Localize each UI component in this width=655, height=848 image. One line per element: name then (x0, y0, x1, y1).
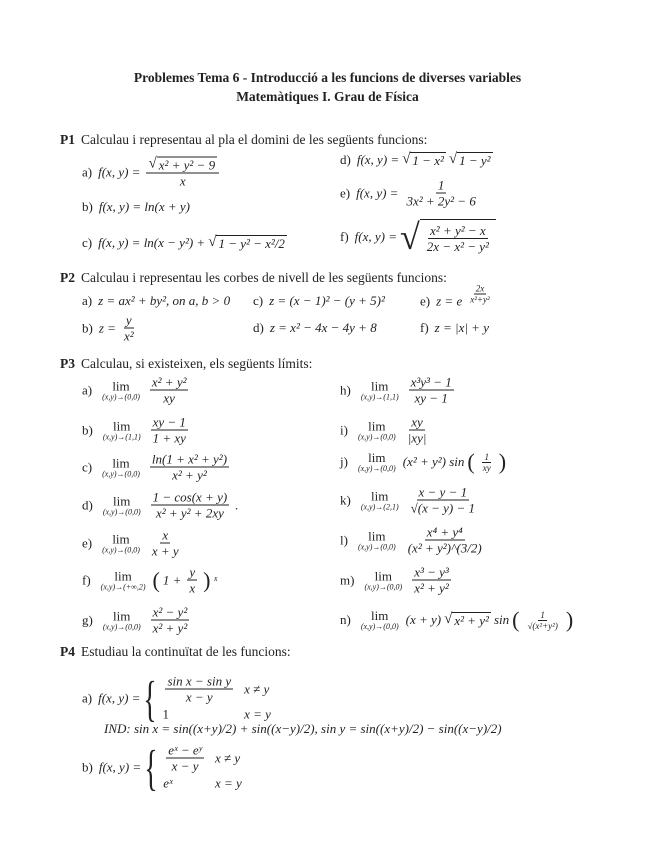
p1-item-e (340, 178, 481, 209)
fraction (151, 415, 188, 446)
case-value: 1 (162, 706, 169, 722)
problem-statement: Calculau i representau al pla el domini de les següents funcions: (81, 132, 428, 147)
math-text: z = e (436, 293, 463, 308)
limit-subscript: (x,y)→(0,0) (102, 507, 141, 516)
p3-item-d (82, 490, 238, 521)
item-label: m) (340, 572, 355, 587)
p4-hint: IND: sin x = sin((x+y)/2) + sin((x−y)/2), sin y = sin((x+y)/2) − sin((x−y)/2) (104, 721, 502, 736)
numerator: x² + y² (151, 374, 187, 390)
p3-item-i (340, 415, 431, 446)
limit-operator (102, 379, 140, 401)
expression (360, 565, 453, 596)
item-label: a) (82, 293, 93, 308)
denominator: x (189, 580, 196, 596)
radicand: 1 − y² (459, 153, 491, 168)
expression (98, 528, 184, 559)
left-brace: { (143, 670, 158, 726)
expression (99, 313, 139, 344)
denominator: xy − 1 (414, 390, 448, 406)
piecewise-definition (141, 739, 248, 795)
parenthesis: ( (152, 567, 160, 592)
expression (98, 293, 230, 309)
radical-sign: √ (402, 151, 411, 167)
item-label: f) (340, 229, 349, 244)
item-label: g) (82, 612, 93, 627)
item-label: b) (82, 759, 93, 774)
fraction (150, 452, 229, 483)
numerator: ln(1 + x² + y²) (151, 451, 228, 467)
math-text: f(x, y) = ln(x + y) (98, 199, 191, 214)
math-text: z = (x − 1)² − (y + 5)² (269, 293, 385, 308)
item-label: b) (82, 320, 93, 335)
radical-sign: √ (148, 155, 157, 172)
denominator: x² + y² + 2xy (155, 505, 224, 521)
limit-operator (103, 419, 141, 441)
denominator: x − y (185, 689, 213, 705)
p3-item-f (82, 565, 217, 596)
p3-item-b (82, 415, 191, 446)
problem-tag: P2 (60, 270, 75, 285)
lim-label: lim (368, 450, 386, 465)
expression (98, 452, 232, 483)
denominator: √(x²+y²) (527, 620, 558, 631)
p1-item-c (82, 235, 287, 251)
expression (356, 178, 481, 209)
numerator: x² + y² − x (430, 223, 486, 238)
item-label: c) (82, 459, 93, 474)
math-text: (x² + y²) sin (402, 454, 465, 469)
parenthesis: ) (203, 567, 211, 592)
denominator: x²+y² (470, 294, 490, 305)
expression (357, 375, 457, 406)
lim-label: lim (113, 608, 131, 623)
p1-item-a (82, 156, 222, 189)
expression (357, 152, 493, 168)
p3-item-g (82, 605, 192, 636)
document-subtitle: Matemàtiques I. Grau de Física (236, 89, 419, 104)
limit-subscript: (x,y)→(0,0) (357, 464, 396, 473)
math-text: z = |x| + y (434, 320, 489, 335)
lim-label: lim (113, 493, 131, 508)
limit-operator (358, 419, 396, 441)
expression (99, 199, 190, 215)
radicand: 1 − y² − x²/2 (218, 236, 285, 251)
p2-item-b (82, 313, 139, 344)
fraction (468, 284, 491, 305)
expression (99, 605, 192, 636)
denominator: x² + y² (414, 580, 449, 596)
math-text: f(x, y) = (356, 152, 400, 167)
expression (98, 156, 222, 189)
limit-operator (361, 609, 399, 631)
radical-sign: √ (448, 151, 458, 167)
limit-subscript: (x,y)→(0,0) (102, 469, 140, 478)
denominator: x − y (171, 758, 199, 774)
math-text: ˣ (213, 572, 218, 587)
problem-statement: Estudiau la continuïtat de les funcions: (81, 644, 291, 659)
fraction (409, 375, 454, 406)
problem-statement: Calculau i representau les corbes de nivell de les següents funcions: (81, 270, 447, 285)
problem-3-heading (60, 356, 312, 372)
p2-item-a (82, 293, 230, 309)
p1-item-d (340, 152, 493, 168)
expression (357, 609, 573, 631)
problem-tag: P1 (60, 132, 75, 147)
radicand: x² + y² − 9 (158, 157, 216, 173)
denominator: x² + y² (172, 467, 207, 483)
expression (99, 415, 191, 446)
item-label: a) (82, 164, 93, 179)
radicand (420, 219, 496, 255)
parenthesis: ) (498, 449, 507, 474)
fraction (151, 605, 190, 636)
expression (97, 565, 218, 596)
item-label: c) (82, 235, 93, 250)
square-root (444, 612, 491, 628)
lim-label: lim (368, 528, 386, 543)
condition: x = y (244, 706, 271, 722)
limit-subscript: (x,y)→(0,0) (360, 622, 399, 631)
radicand: 1 − x² (412, 153, 444, 168)
item-label: n) (340, 612, 351, 627)
document-title: Problemes Tema 6 - Introducció a les funcions de diverses variables (133, 70, 522, 85)
numerator: sin x − sin y (167, 673, 232, 689)
expression (357, 485, 480, 516)
numerator: 1 (437, 177, 445, 193)
expression (354, 451, 506, 473)
lim-label: lim (112, 531, 130, 546)
item-label: d) (82, 497, 93, 512)
denominator: 1 + xy (152, 430, 186, 446)
item-label: c) (253, 293, 264, 308)
lim-label: lim (374, 568, 392, 583)
p3-item-l (340, 525, 487, 556)
lim-label: lim (368, 418, 386, 433)
numerator: x⁴ + y⁴ (426, 524, 463, 540)
left-brace: { (144, 739, 158, 795)
numerator: x² − y² (152, 604, 188, 620)
expression (435, 320, 489, 336)
fraction (404, 178, 477, 209)
piecewise-definition (140, 670, 276, 726)
numerator: 1 − cos(x + y) (152, 489, 228, 505)
limit-subscript: (x,y)→(0,0) (357, 432, 396, 441)
p1-item-b (82, 199, 190, 215)
item-label: a) (82, 690, 93, 705)
expression (354, 415, 431, 446)
fraction (151, 490, 230, 521)
math-text: . (235, 497, 239, 512)
numerator: eˣ − eʸ (168, 742, 202, 758)
lim-label: lim (112, 455, 130, 470)
math-text: f(x, y) = (354, 229, 398, 244)
numerator: x³y³ − 1 (410, 374, 452, 390)
item-label: j) (340, 454, 348, 469)
denominator: x² (123, 328, 134, 344)
fraction (150, 528, 181, 559)
item-label: f) (82, 572, 91, 587)
denominator: |xy| (407, 430, 427, 446)
math-text: sin (493, 612, 510, 627)
numerator: xy (411, 414, 423, 430)
denominator: x (179, 173, 186, 189)
denominator: xy (482, 462, 491, 473)
math-text: z = ax² + by², on a, b > 0 (98, 293, 231, 308)
numerator: 1 (540, 609, 545, 620)
expression (269, 293, 385, 309)
numerator: 1 (484, 451, 489, 462)
math-text: f(x, y) = (356, 185, 399, 200)
expression (436, 283, 495, 312)
numerator: 2x (475, 283, 485, 294)
item-label: f) (420, 320, 429, 335)
fraction (146, 156, 219, 189)
square-root (449, 152, 493, 168)
item-label: e) (420, 293, 431, 308)
p3-item-a (82, 375, 191, 406)
case-value: eˣ (163, 775, 173, 791)
p3-item-k (340, 485, 480, 516)
limit-subscript: (x,y)→(1,1) (102, 432, 141, 441)
p4-item-b (82, 739, 248, 795)
denominator: x + y (151, 543, 179, 559)
item-label: h) (340, 382, 351, 397)
p2-item-c (253, 293, 385, 309)
problem-tag: P3 (60, 356, 75, 371)
limit-operator (103, 609, 141, 631)
expression (98, 235, 287, 251)
radicand: x² + y² (454, 613, 489, 628)
item-label: e) (82, 535, 93, 550)
fraction (150, 375, 189, 406)
parenthesis: ( (467, 449, 475, 474)
fraction (406, 525, 484, 556)
lim-label: lim (114, 568, 132, 583)
expression (98, 375, 191, 406)
lim-label: lim (371, 488, 389, 503)
radical-sign: √ (444, 611, 453, 627)
math-text: (x + y) (405, 612, 442, 627)
limit-operator (361, 379, 399, 401)
limit-subscript: (x,y)→(0,0) (357, 542, 396, 551)
item-label: b) (82, 199, 93, 214)
numerator: y (189, 564, 196, 580)
numerator (146, 156, 219, 174)
problem-statement: Calculau, si existeixen, els següents límits: (81, 356, 313, 371)
denominator: √(x − y) − 1 (410, 500, 475, 516)
math-text: f(x, y) = ln(x − y²) + (98, 235, 206, 250)
numerator: x³ − y³ (414, 564, 449, 580)
fraction (187, 565, 197, 596)
item-label: b) (82, 422, 93, 437)
limit-operator (101, 569, 146, 591)
item-label: e) (340, 185, 351, 200)
limit-subscript: (x,y)→(0,0) (102, 392, 140, 401)
p3-item-j (340, 451, 506, 473)
limit-subscript: (x,y)→(0,0) (364, 582, 403, 591)
expression (99, 490, 239, 521)
limit-subscript: (x,y)→(0,0) (102, 545, 140, 554)
numerator: x (162, 527, 169, 543)
square-root (148, 157, 217, 173)
limit-operator (361, 489, 399, 511)
lim-label: lim (371, 378, 389, 393)
p3-item-m (340, 565, 454, 596)
p4-item-a (82, 670, 277, 726)
lim-label: lim (112, 378, 130, 393)
function-lhs: f(x, y) = (98, 690, 141, 705)
item-label: k) (340, 492, 351, 507)
math-text: z = x² − 4x − 4y + 8 (269, 320, 377, 335)
parenthesis: ) (565, 607, 574, 632)
denominator: xy (163, 390, 175, 406)
item-label: d) (253, 320, 264, 335)
fraction (122, 313, 136, 344)
denominator: 3x² + 2y² − 6 (406, 193, 476, 209)
limit-operator (358, 451, 396, 473)
square-root (400, 219, 496, 255)
fraction (412, 565, 451, 596)
limit-subscript: (x,y)→(1,1) (360, 392, 399, 401)
problem-4-heading (60, 644, 291, 660)
limit-operator (103, 494, 141, 516)
parenthesis: ( (512, 607, 520, 632)
expression (354, 525, 487, 556)
square-root (208, 235, 287, 251)
limit-subscript: (x,y)→(2,1) (360, 502, 399, 511)
math-text: 1 + (162, 572, 182, 587)
lim-label: lim (371, 608, 389, 623)
limit-operator (102, 532, 140, 554)
denominator: (x² + y²)^(3/2) (407, 540, 482, 556)
fraction (525, 610, 559, 631)
problem-2-heading (60, 270, 447, 286)
p1-item-f (340, 219, 496, 255)
item-label: a) (82, 382, 93, 397)
denominator: x² + y² (152, 620, 188, 636)
limit-subscript: (x,y)→(0,0) (102, 622, 141, 631)
numerator: x − y − 1 (418, 484, 468, 500)
p2-item-d (253, 320, 377, 336)
item-label: l) (340, 532, 348, 547)
limit-subscript: (x,y)→(+∞,2) (100, 582, 146, 591)
limit-operator (364, 569, 402, 591)
radical-sign: √ (208, 234, 217, 250)
math-text: f(x, y) = (98, 164, 141, 179)
p3-item-n (340, 609, 573, 631)
limit-operator (358, 529, 396, 551)
math-text: z = (98, 320, 116, 335)
item-label: d) (340, 152, 351, 167)
fraction (481, 452, 493, 473)
fraction (406, 415, 429, 446)
limit-operator (102, 456, 140, 478)
numerator: xy − 1 (152, 414, 186, 430)
radical-sign: √ (400, 217, 420, 257)
numerator: y (125, 312, 132, 328)
function-lhs: f(x, y) = (98, 759, 142, 774)
p2-item-f (420, 320, 489, 336)
condition: x = y (214, 775, 242, 791)
square-root (402, 152, 446, 168)
p3-item-e (82, 528, 184, 559)
p3-item-h (340, 375, 457, 406)
p2-item-e (420, 283, 495, 312)
condition: x ≠ y (214, 750, 241, 765)
fraction (425, 223, 491, 254)
lim-label: lim (113, 418, 131, 433)
denominator: 2x − x² − y² (426, 239, 489, 254)
item-label: i) (340, 422, 348, 437)
fraction (409, 485, 477, 516)
expression (270, 320, 377, 336)
problem-tag: P4 (60, 644, 75, 659)
condition: x ≠ y (244, 681, 270, 696)
problem-1-heading (60, 132, 427, 148)
expression (355, 219, 496, 255)
p3-item-c (82, 452, 232, 483)
